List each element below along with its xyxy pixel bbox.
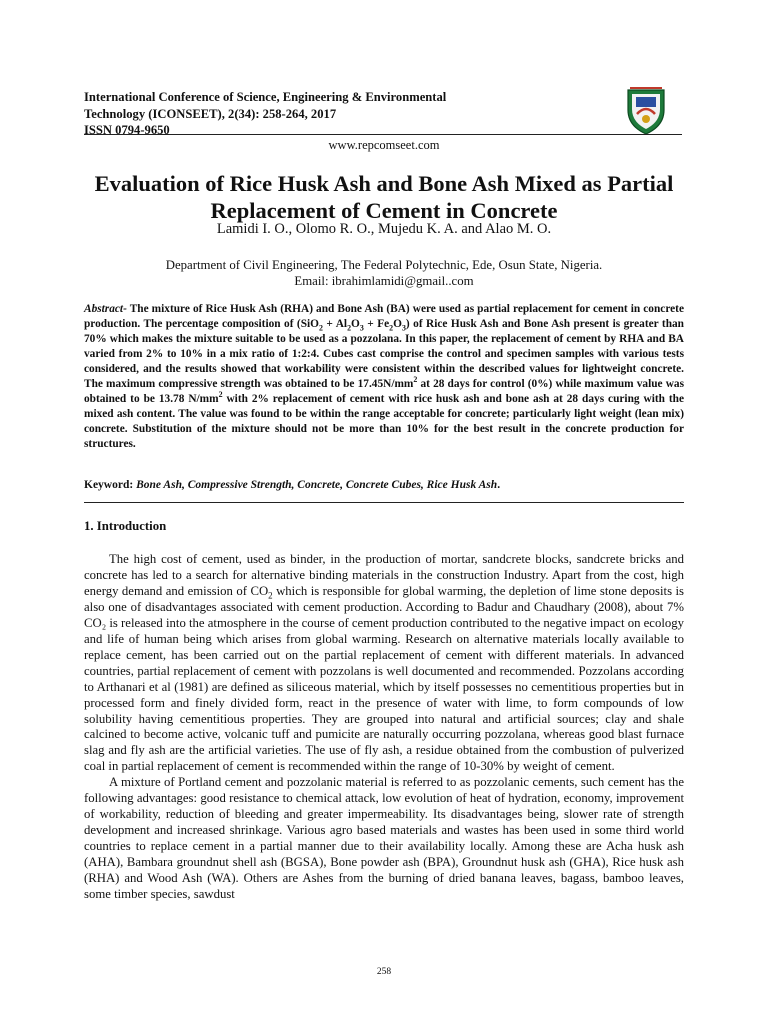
title-line-2: Replacement of Cement in Concrete [210,198,558,223]
body-text [84,552,684,903]
section-heading: 1. Introduction [84,519,167,533]
email: Email: ibrahimlamidi@gmail..com [294,274,474,288]
journal-citation: Technology (ICONSEET), 2(34): 258-264, 2017 [84,106,337,121]
affiliation [0,257,768,289]
issn: ISSN 0794-9650 [84,123,170,137]
conference-name: International Conference of Science, Engineering & Environmental [84,90,447,104]
subscript: 2 [389,323,394,333]
subscript: 2 [347,323,352,333]
superscript: 2 [413,374,418,384]
keywords [84,479,684,491]
abstract-text: with 2% replacement of cement with rice husk ash and bone ash at 28 days curing with the mixed ash content. The value was found to be within the range acceptable for concrete; particularly light weight (lean mix) concrete. Substitution of the mixture should not be more than 10% for the best result in the concrete production for structures. [84,392,684,450]
conference-logo-icon [622,84,670,136]
abstract-text: O [393,317,402,330]
header-rule [84,134,682,135]
subscript: 3 [359,323,364,333]
paragraph-text: which is responsible for global warming, the depletion of lime stone deposits is also one of disadvantages associated with cement production. According to Badur and Chaudhary (2008), about 7% CO₂ is released into the atmosphere in the course of cement production contributed to the negative impact on ecology and life of human being which arises from global warming. Research on alternative materials locally available to replace cement, has been carried out on the partial replacement of cement with different materials. In advanced countries, partial replacement of cement with pozzolans is well documented and recommended. Pozzolans according to Arthanari et al (1981) are defined as siliceous material, which by itself possesses no cementitious properties but in processed form and finely divided form, react in the presence of water with lime, to form compounds of low solubility having cementitious properties. They are grouped into natural and artificial sources; clay and shale calcined to become active, volcanic tuff and pumicite are naturally occurring pozzolana, whereas good blast furnace slag and fly ash are the artificial varieties. The use of fly ash, a residue obtained from the combustion of pulverized coal in partial replacement of cement is recommended within the range of 10-30% by weight of cement. [84,583,684,774]
keyword-list: Bone Ash, Compressive Strength, Concrete, Concrete Cubes, Rice Husk Ash [136,479,498,491]
abstract-text: + Al [322,317,348,330]
abstract-label: Abstract- [84,303,127,315]
abstract-text: O [351,317,360,330]
journal-header [84,89,644,139]
abstract-text: + Fe [363,317,390,330]
paragraph-text: The high cost of cement, used as binder, in the production of mortar, sandcrete blocks, sandcrete bricks and concrete has led to a search for alternative binding materials in the construction Industry. Apart from the cost, high energy demand and emission of CO [84,552,684,598]
authors: Lamidi I. O., Olomo R. O., Mujedu K. A. and Alao M. O. [216,221,552,237]
page-number: 258 [376,967,392,977]
abstract [84,302,684,452]
paragraph [84,552,684,775]
website-url: www.repcomseet.com [328,138,440,152]
department: Department of Civil Engineering, The Federal Polytechnic, Ede, Osun State, Nigeria. [165,258,603,272]
paragraph: A mixture of Portland cement and pozzolanic material is referred to as pozzolanic cements, such cement has the following advantages: good resistance to chemical attack, low evolution of heat of hydration, economy, improvement of workability, reduction of bleeding and greater impermeability. Its disadvantages being, slower rate of strength development and increased shrinkage. Various agro based materials and wastes has been used in some third world countries to replace cement in a partial manner due to their availability locally. Among these are Acha husk ash (AHA), Bambara groundnut shell ash (BGSA), Bone powder ash (BPA), Groundnut husk ash (GHA), Rice husk ash (RHA) and Wood Ash (WA). Others are Ashes from the burning of dried banana leaves, bagass, bamboo leaves, some timber species, sawdust [84,775,684,902]
superscript: 2 [218,389,223,399]
title-line-1: Evaluation of Rice Husk Ash and Bone Ash Mixed as Partial [94,171,674,196]
keyword-label: Keyword: [84,479,134,491]
abstract-text: ) of Rice Husk Ash and Bone Ash present is greater than 70% which makes the mixture suitable to be used as a pozzolana. In this paper, the replacement of cement by RHA and BA varied from 2% to 10% in a mix ratio of 1:2:4. Cubes cast comprise the control and specimen samples with various tests considered, and the results showed that workability were consistent within the described values for lightweight concrete. The maximum compressive strength was obtained to be 17.45N/mm [84,317,684,390]
abstract-text: at 28 days for control (0%) while maximum value was obtained to be 13.78 N/mm [84,377,684,405]
subscript: 2 [319,323,323,333]
abstract-text: The mixture of Rice Husk Ash (RHA) and Bone Ash (BA) were used as partial replacement for cement in concrete production. The percentage composition of (SiO [84,303,684,330]
subscript: 2 [268,590,273,601]
subscript: 3 [401,323,406,333]
keyword-end: . [497,479,501,491]
section-rule [84,502,684,503]
paper-title [60,170,708,224]
